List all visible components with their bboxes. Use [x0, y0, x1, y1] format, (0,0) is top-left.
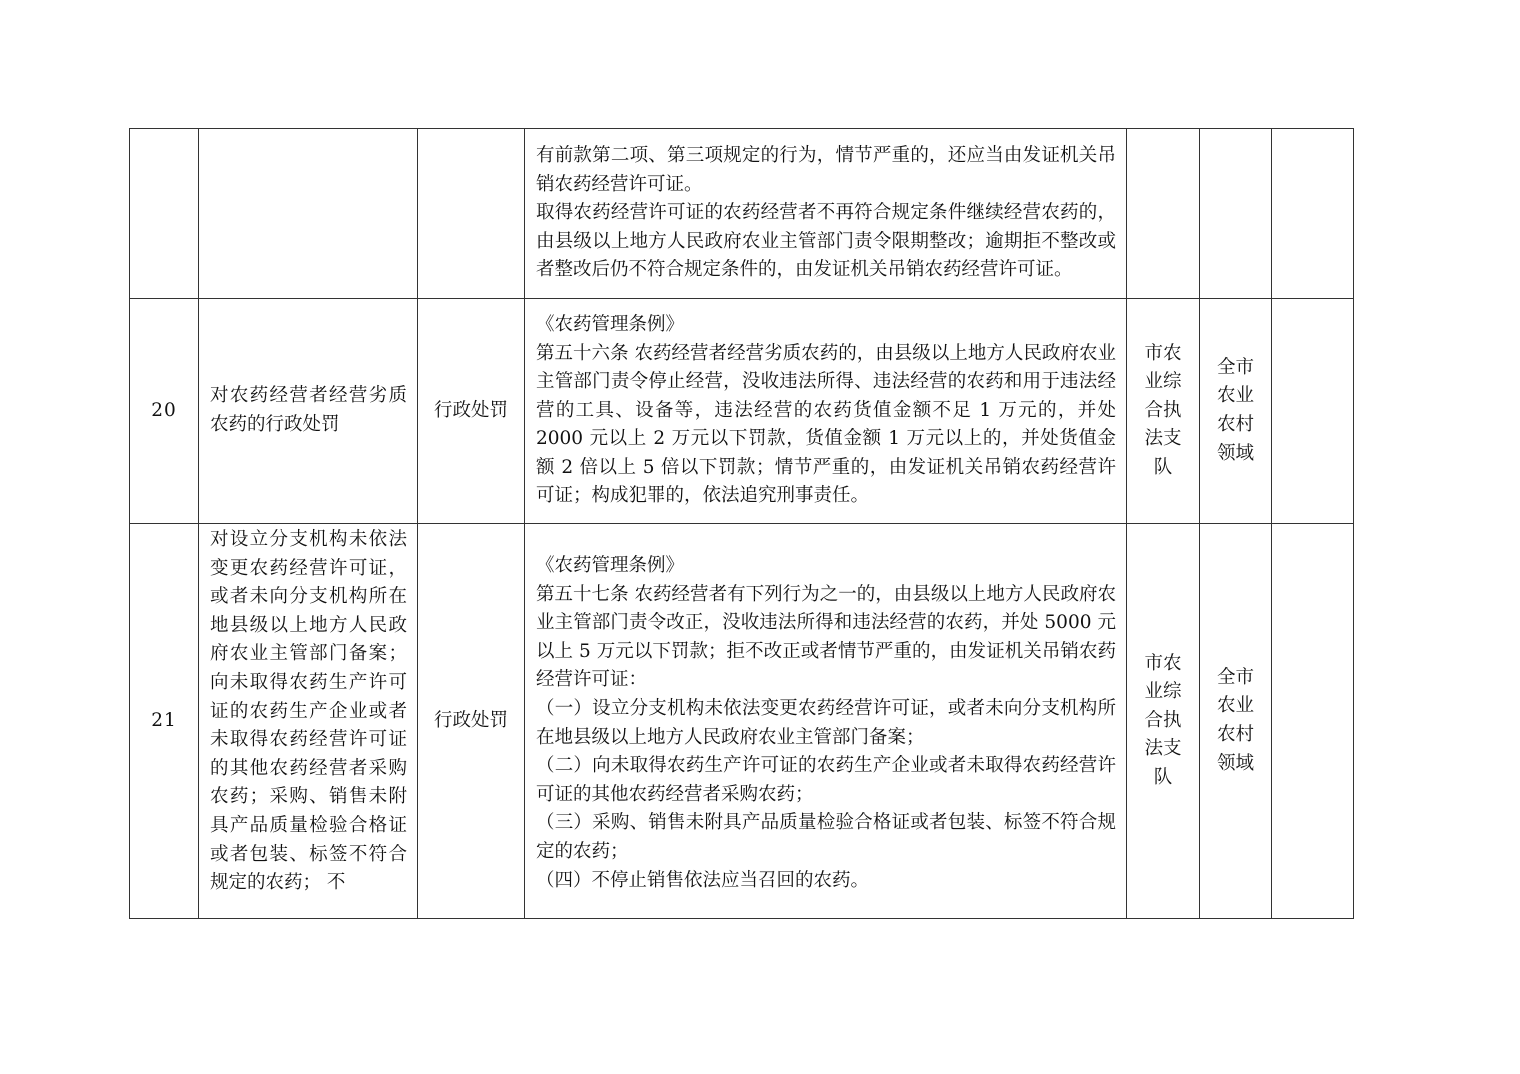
item-name-text: 对农药经营者经营劣质农药的行政处罚	[210, 385, 407, 435]
item-name	[199, 299, 418, 524]
basis-paragraph: 《农药管理条例》	[536, 555, 685, 576]
row-number: 21	[130, 524, 199, 919]
basis-paragraph: （二）向未取得农药生产许可证的农药生产企业或者未取得农药经营许可证的其他农药经营者采购农药；	[536, 755, 1116, 805]
power-type	[418, 129, 525, 299]
scope-text: 全市农业农村领域	[1216, 666, 1254, 774]
basis-paragraph: 第五十七条 农药经营者有下列行为之一的，由县级以上地方人民政府农业主管部门责令改正，没收违法所得和违法经营的农药，并处 5000 元以上 5 万元以下罚款；拒不改正或者情节严重的，由发证机关吊销农药经营许可证：	[536, 583, 1116, 691]
enforcement-department	[1127, 524, 1200, 919]
basis-paragraph: （一）设立分支机构未依法变更农药经营许可证，或者未向分支机构所在地县级以上地方人民政府农业主管部门备案；	[536, 697, 1116, 748]
basis-paragraph: 第五十六条 农药经营者经营劣质农药的，由县级以上地方人民政府农业主管部门责令停止经营，没收违法所得、违法经营的农药和用于违法经营的工具、设备等，违法经营的农药货值金额不足 1 万元的，并处 2000 元以上 2 万元以下罚款，货值金额 1 万元以上的，并处货值金额 2 倍以上 5 倍以下罚款；情节严重的，由发证机关吊销农药经营许可证；构成犯罪的，依法追究刑事责任。	[536, 342, 1116, 507]
enforcement-department	[1127, 129, 1200, 299]
item-name	[199, 129, 418, 299]
table-row	[130, 299, 1354, 524]
item-name	[199, 524, 418, 919]
basis-paragraph: （三）采购、销售未附具产品质量检验合格证或者包装、标签不符合规定的农药；	[536, 812, 1116, 862]
basis-paragraph: 《农药管理条例》	[536, 313, 685, 335]
remarks	[1272, 129, 1354, 299]
table-row	[130, 524, 1354, 919]
remarks	[1272, 299, 1354, 524]
basis-paragraph: 取得农药经营许可证的农药经营者不再符合规定条件继续经营农药的，由县级以上地方人民政府农业主管部门责令限期整改；逾期拒不整改或者整改后仍不符合规定条件的，由发证机关吊销农药经营许可证。	[536, 202, 1116, 281]
enforcement-scope	[1200, 524, 1272, 919]
basis-paragraph: （四）不停止销售依法应当召回的农药。	[536, 869, 870, 891]
remarks	[1272, 524, 1354, 919]
enforcement-department	[1127, 299, 1200, 524]
basis-paragraph: 有前款第二项、第三项规定的行为，情节严重的，还应当由发证机关吊销农药经营许可证。	[536, 145, 1116, 195]
enforcement-scope	[1200, 129, 1272, 299]
row-number: 20	[130, 299, 199, 524]
scope-text: 全市农业农村领域	[1216, 356, 1254, 464]
power-type: 行政处罚	[418, 299, 525, 524]
table-row	[130, 129, 1354, 299]
legal-basis	[525, 129, 1127, 299]
legal-basis	[525, 524, 1127, 919]
item-name-text: 对设立分支机构未依法变更农药经营许可证，或者未向分支机构所在地县级以上地方人民政府农业主管部门备案； 向未取得农药生产许可证的农药生产企业或者未取得农药经营许可证的其他农药经营者采购农药；采购、销售未附具产品质量检验合格证或者包装、标签不符合规定的农药； 不	[210, 529, 407, 894]
enforcement-scope	[1200, 299, 1272, 524]
power-type: 行政处罚	[418, 524, 525, 919]
department-text: 市农业综合执法支队	[1144, 652, 1182, 788]
enforcement-table	[129, 128, 1354, 919]
department-text: 市农业综合执法支队	[1144, 342, 1182, 478]
row-number	[130, 129, 199, 299]
legal-basis	[525, 299, 1127, 524]
